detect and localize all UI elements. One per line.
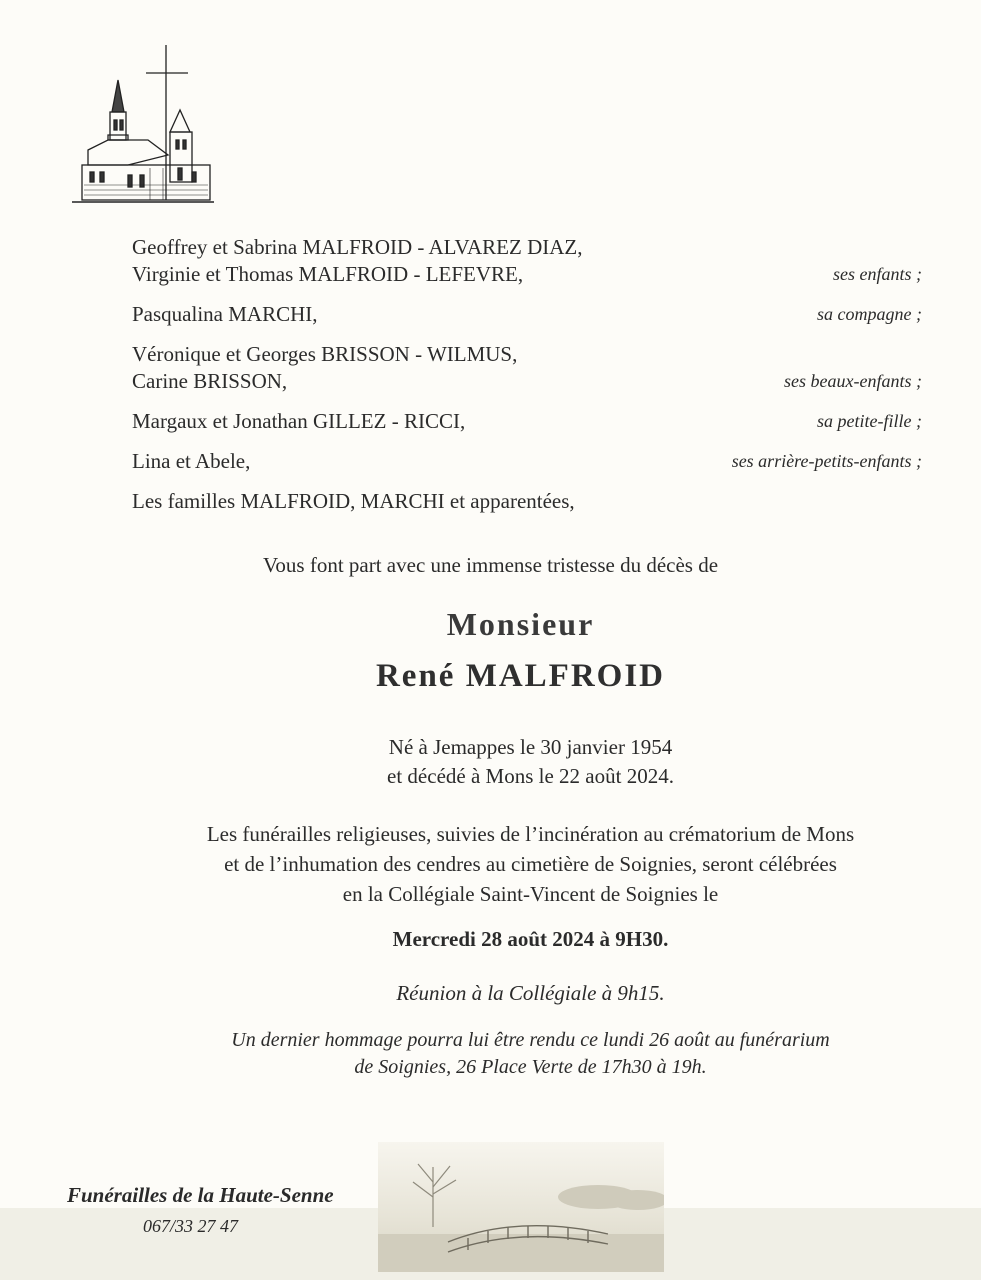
hommage-line: de Soignies, 26 Place Verte de 17h30 à 19h. (354, 1056, 707, 1078)
family-member-name: Margaux et Jonathan GILLEZ - RICCI, (132, 409, 466, 433)
hommage-details (40, 1027, 981, 1081)
family-row (132, 488, 922, 515)
funeral-details (40, 819, 981, 909)
family-member-name: Les familles MALFROID, MARCHI et apparentées, (132, 489, 575, 513)
family-member-name: Virginie et Thomas MALFROID - LEFEVRE, (132, 262, 524, 286)
misty-bridge-landscape (378, 1142, 664, 1272)
funeral-home-name: Funérailles de la Haute-Senne (67, 1183, 334, 1207)
funeral-line: Les funérailles religieuses, suivies de l’incinération au crématorium de Mons (206, 822, 855, 846)
family-member-name: Lina et Abele, (132, 449, 251, 473)
family-relation: ses beaux-enfants ; (784, 371, 922, 391)
death-line: et décédé à Mons le 22 août 2024. (387, 764, 674, 788)
announcement-text: Vous font part avec une immense tristesse du décès de (262, 553, 719, 577)
life-dates (40, 733, 981, 791)
ceremony-datetime: Mercredi 28 août 2024 à 9H30. (392, 927, 669, 951)
family-row (132, 368, 922, 395)
family-list (132, 234, 922, 515)
family-relation: sa compagne ; (817, 304, 922, 324)
family-row (132, 448, 922, 475)
family-row (132, 234, 922, 261)
family-row (132, 261, 922, 288)
funeral-line: en la Collégiale Saint-Vincent de Soignies le (342, 882, 719, 906)
family-row (132, 341, 922, 368)
birth-line: Né à Jemappes le 30 janvier 1954 (388, 735, 673, 759)
family-member-name: Pasqualina MARCHI, (132, 302, 318, 326)
family-member-name: Carine BRISSON, (132, 369, 288, 393)
family-relation: ses arrière-petits-enfants ; (731, 451, 922, 471)
hommage-line: Un dernier hommage pourra lui être rendu ce lundi 26 août au funérarium (231, 1029, 830, 1051)
deceased-name: René MALFROID (375, 658, 666, 694)
family-relation: sa petite-fille ; (817, 411, 922, 431)
funeral-home-phone: 067/33 27 47 (143, 1216, 239, 1236)
family-row (132, 408, 922, 435)
reunion-text: Réunion à la Collégiale à 9h15. (396, 981, 665, 1005)
family-member-name: Véronique et Georges BRISSON - WILMUS, (132, 342, 518, 366)
funeral-line: et de l’inhumation des cendres au cimetière de Soignies, seront célébrées (224, 852, 837, 876)
family-row (132, 301, 922, 328)
honorific-title: Monsieur (446, 606, 595, 642)
church-with-cross-icon (68, 40, 218, 210)
family-relation: ses enfants ; (833, 264, 922, 284)
family-member-name: Geoffrey et Sabrina MALFROID - ALVAREZ DIAZ, (132, 235, 583, 259)
